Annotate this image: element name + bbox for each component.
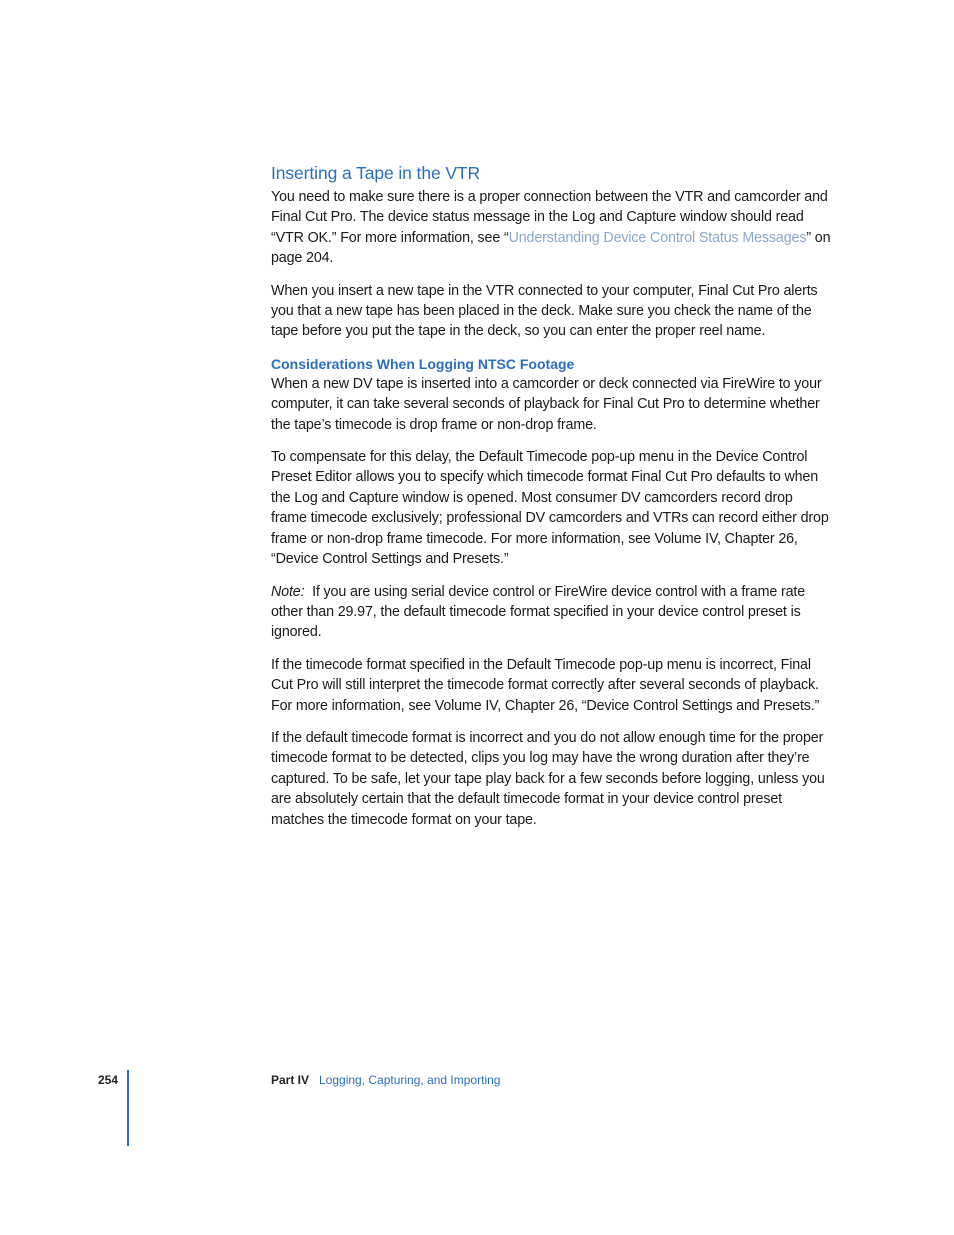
section-heading: Inserting a Tape in the VTR <box>271 163 481 183</box>
note-paragraph <box>271 582 831 643</box>
cross-reference-link[interactable]: Understanding Device Control Status Messages <box>508 229 807 246</box>
note-label: Note: <box>271 583 305 600</box>
paragraph-text: ” on page 204. <box>271 229 831 267</box>
paragraph: When a new DV tape is inserted into a camcorder or deck connected via FireWire to your computer, it can take several seconds of playback for Final Cut Pro to determine whether the tape’s timecode is drop frame or non-drop frame. <box>271 375 822 433</box>
subsection-heading: Considerations When Logging NTSC Footage <box>271 355 575 372</box>
paragraph: If the timecode format specified in the Default Timecode pop-up menu is incorrect, Final Cut Pro will still interpret the timecode format correctly after several seconds of playback. For more information, see Volume IV, Chapter 26, “Device Control Settings and Presets.” <box>271 656 820 714</box>
paragraph <box>271 187 831 269</box>
paragraph-text: You need to make sure there is a proper connection between the VTR and camcorder and Final Cut Pro. The device status message in the Log and Capture window should read “VTR OK.” For more information, see “ <box>271 189 828 246</box>
footer-divider <box>127 1070 129 1146</box>
note-text: If you are using serial device control or FireWire device control with a frame rate other than 29.97, the default timecode format specified in your device control preset is ignored. <box>271 583 805 641</box>
paragraph: If the default timecode format is incorrect and you do not allow enough time for the proper timecode format to be detected, clips you log may have the wrong duration after they’re captured. To be safe, let your tape play back for a few seconds before logging, unless you are absolutely certain that the default timecode format in your device control preset matches the timecode format on your tape. <box>271 729 825 828</box>
page-footer <box>0 1070 954 1150</box>
part-label: Part IV <box>271 1073 310 1087</box>
paragraph: To compensate for this delay, the Default Timecode pop-up menu in the Device Control Preset Editor allows you to specify which timecode format Final Cut Pro defaults to when the Log and Capture window is opened. Most consumer DV camcorders record drop frame timecode exclusively; professional DV camcorders and VTRs can record either drop frame or non-drop frame timecode. For more information, see Volume IV, Chapter 26, “Device Control Settings and Presets.” <box>271 449 829 568</box>
page-content <box>271 160 831 842</box>
page-number: 254 <box>98 1073 119 1087</box>
part-title: Logging, Capturing, and Importing <box>319 1073 501 1087</box>
paragraph: When you insert a new tape in the VTR connected to your computer, Final Cut Pro alerts you that a new tape has been placed in the deck. Make sure you check the name of the tape before you put the tape in the deck, so you can enter the proper reel name. <box>271 282 818 340</box>
